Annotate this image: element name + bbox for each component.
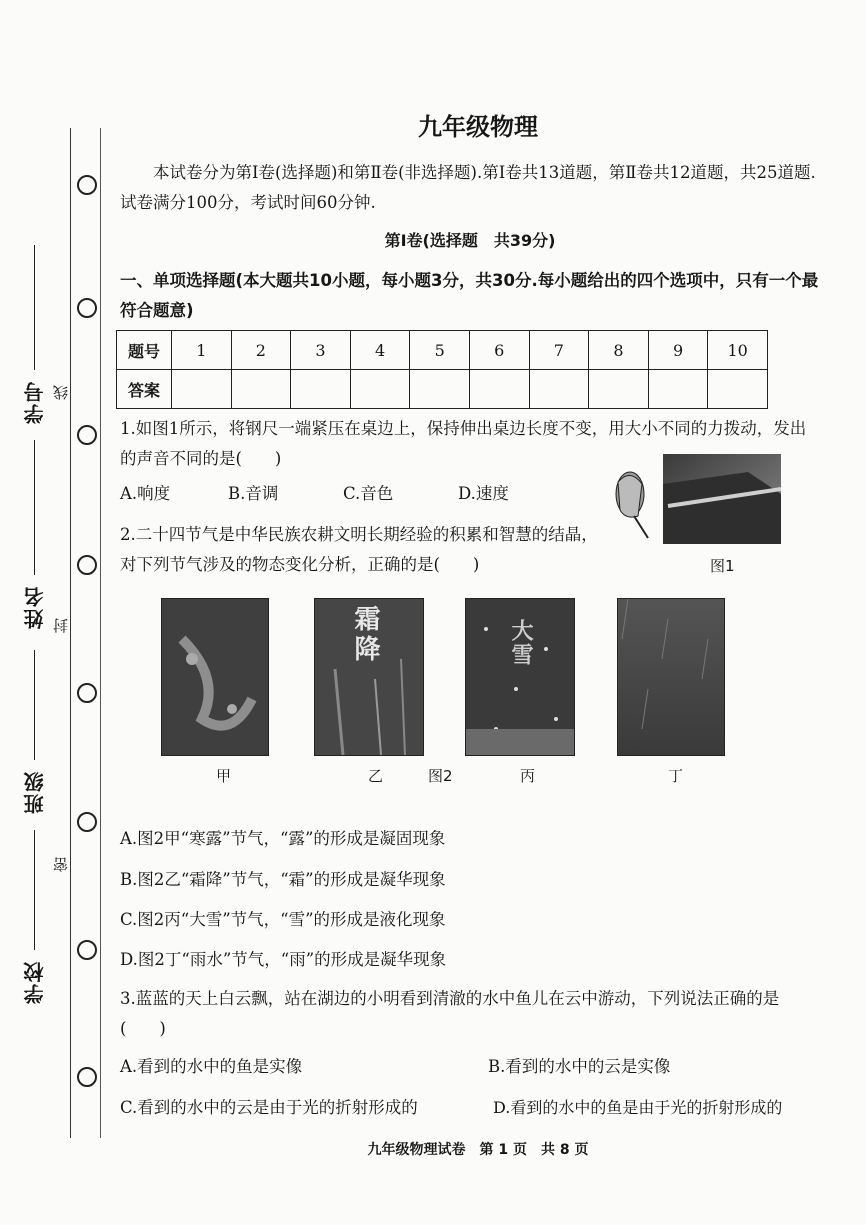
photo-yi-title: 霜降 [350, 605, 380, 665]
q3-option-c: C.看到的水中的云是由于光的折射形成的 [120, 1098, 418, 1117]
binding-hole [77, 683, 97, 703]
question-2-stem: 2.二十四节气是中华民族农耕文明长期经验的积累和智慧的结晶，对下列节气涉及的物态变化分析，正确的是( ) [120, 525, 598, 574]
figure-1-caption: 图1 [710, 557, 735, 575]
page-footer: 九年级物理试卷 第 1 页 共 8 页 [367, 1142, 589, 1158]
binding-hole [77, 812, 97, 832]
table-cell: 5 [410, 331, 470, 370]
answer-cell[interactable] [231, 370, 291, 409]
question-3-stem: 3.蓝蓝的天上白云飘，站在湖边的小明看到清澈的水中鱼儿在云中游动，下列说法正确的是( ) [120, 989, 780, 1038]
student-id-label: 学号 [23, 380, 47, 424]
photo-bing [465, 598, 575, 756]
table-header-answer: 答案 [117, 370, 172, 409]
photo-bing-title: 大雪 [508, 619, 534, 667]
seal-seal-mark: 封 [52, 618, 70, 633]
page-title: 九年级物理 [418, 113, 538, 141]
binding-hole [77, 425, 97, 445]
q2-option-b: B.图2乙“霜降”节气，“霜”的形成是凝华现象 [120, 870, 446, 889]
section-title: 第Ⅰ卷(选择题 共39分) [384, 231, 556, 250]
q2-option-c: C.图2丙“大雪”节气，“雪”的形成是液化现象 [120, 910, 446, 929]
class-label: 班级 [23, 770, 47, 814]
table-cell: 1 [172, 331, 232, 370]
q2-option-a: A.图2甲“寒露”节气，“露”的形成是凝固现象 [120, 829, 446, 848]
answer-cell[interactable] [529, 370, 589, 409]
table-cell: 9 [648, 331, 708, 370]
binding-hole [77, 298, 97, 318]
binding-hole [77, 940, 97, 960]
photo-yi [314, 598, 424, 756]
table-header-number: 题号 [117, 331, 172, 370]
table-cell: 8 [589, 331, 649, 370]
table-cell: 4 [350, 331, 410, 370]
photo-label-bing: 丙 [520, 767, 536, 785]
figure-2-caption: 图2 [428, 767, 453, 785]
class-blank [34, 650, 35, 760]
school-blank [34, 830, 35, 950]
q3-option-a: A.看到的水中的鱼是实像 [120, 1057, 303, 1076]
answer-cell[interactable] [469, 370, 529, 409]
photo-label-jia: 甲 [216, 767, 232, 785]
school-label: 学校 [23, 960, 47, 1004]
table-cell: 2 [231, 331, 291, 370]
seal-line-mark: 线 [52, 385, 70, 400]
q2-option-d: D.图2丁“雨水”节气，“雨”的形成是凝华现象 [120, 950, 447, 969]
exam-intro: 本试卷分为第Ⅰ卷(选择题)和第Ⅱ卷(非选择题).第Ⅰ卷共13道题，第Ⅱ卷共12道题，共25道题.试卷满分100分，考试时间60分钟. [120, 163, 816, 212]
q3-option-d: D.看到的水中的鱼是由于光的折射形成的 [493, 1098, 783, 1117]
q3-option-b: B.看到的水中的云是实像 [488, 1057, 671, 1076]
binding-line-inner [100, 128, 101, 1138]
table-cell: 6 [469, 331, 529, 370]
binding-hole [77, 1067, 97, 1087]
name-label: 姓名 [23, 585, 47, 629]
question-1-stem: 1.如图1所示，将钢尺一端紧压在桌边上，保持伸出桌边长度不变，用大小不同的力拨动，发出的声音不同的是( ) [120, 419, 807, 468]
table-cell: 7 [529, 331, 589, 370]
q1-option-d: D.速度 [458, 484, 509, 503]
q1-option-c: C.音色 [343, 484, 394, 503]
answer-cell[interactable] [350, 370, 410, 409]
binding-line-outer [70, 128, 71, 1138]
part1-heading: 一、单项选择题(本大题共10小题，每小题3分，共30分.每小题给出的四个选项中，只有一个最符合题意) [120, 271, 819, 320]
answer-cell[interactable] [648, 370, 708, 409]
table-cell: 3 [291, 331, 351, 370]
binding-hole [77, 555, 97, 575]
q1-option-a: A.响度 [120, 484, 171, 503]
answer-cell[interactable] [410, 370, 470, 409]
student-id-blank [34, 245, 35, 370]
photo-label-ding: 丁 [668, 767, 684, 785]
binding-hole [77, 175, 97, 195]
answer-cell[interactable] [172, 370, 232, 409]
seal-secret-mark: 密 [52, 857, 70, 872]
answer-cell[interactable] [291, 370, 351, 409]
photo-label-yi: 乙 [368, 767, 384, 785]
q1-option-b: B.音调 [228, 484, 279, 503]
answer-cell[interactable] [589, 370, 649, 409]
answer-cell[interactable] [708, 370, 768, 409]
name-blank [34, 440, 35, 575]
photo-ding [617, 598, 725, 756]
figure-1-image [608, 454, 783, 546]
table-cell: 10 [708, 331, 768, 370]
table-row [117, 370, 768, 409]
answer-table [116, 330, 768, 409]
table-row [117, 331, 768, 370]
photo-jia [161, 598, 269, 756]
